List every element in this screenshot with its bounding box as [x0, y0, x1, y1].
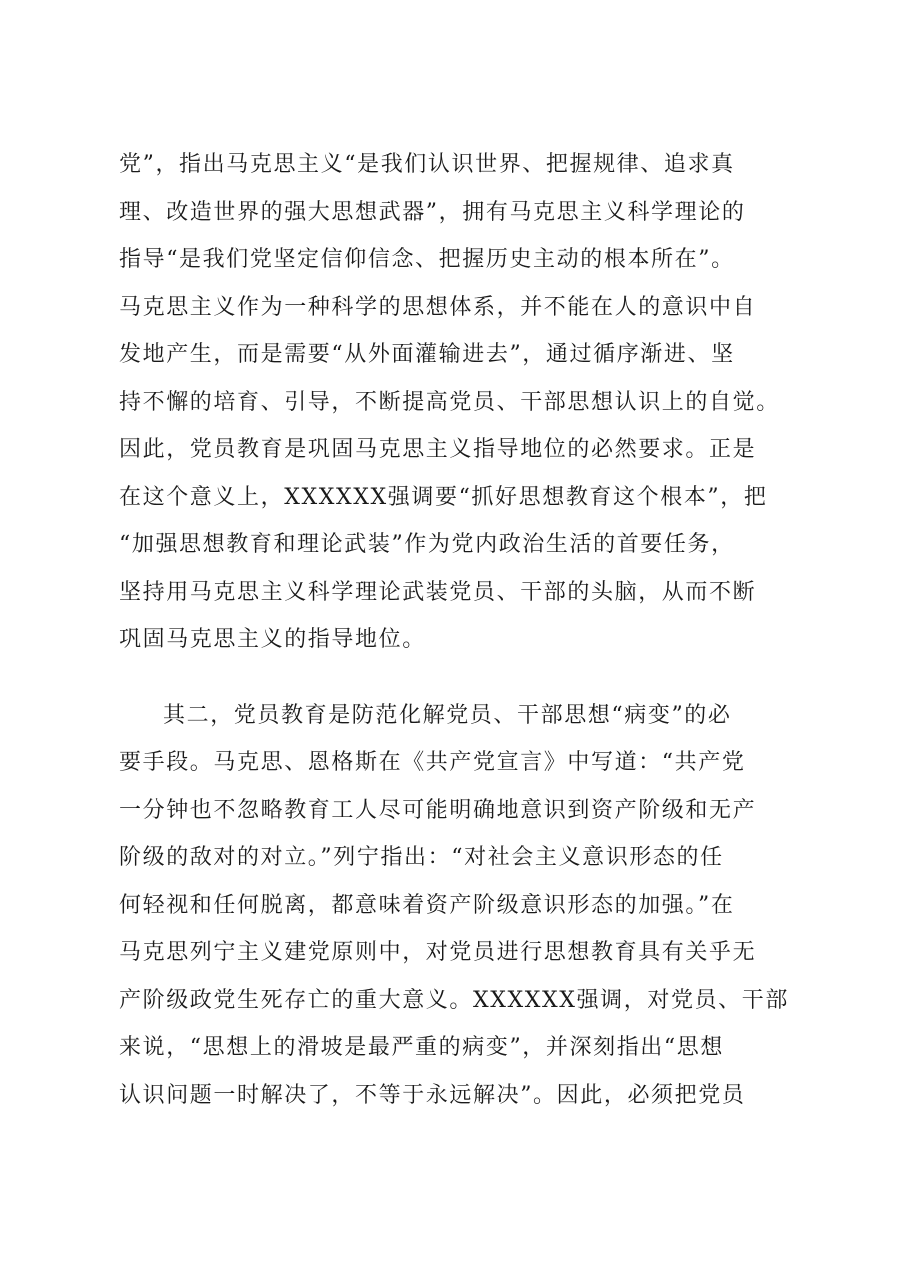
text-line: 认识问题一时解决了，不等于永远解决”。因此，必须把党员 [119, 1083, 746, 1108]
text-line: 马克思列宁主义建党原则中，对党员进行思想教育具有关乎无 [119, 940, 757, 965]
text-line: 产阶级政党生死存亡的重大意义。XXXXXX强调，对党员、干部 [119, 988, 789, 1013]
text-line: 一分钟也不忽略教育工人尽可能明确地意识到资产阶级和无产 [119, 798, 757, 823]
text-line: 马克思主义作为一种科学的思想体系，并不能在人的意识中自 [119, 295, 757, 320]
text-line: 指导“是我们党坚定信仰信念、把握历史主动的根本所在”。 [119, 247, 735, 272]
text-line: 持不懈的培育、引导，不断提高党员、干部思想认识上的自觉。 [119, 390, 780, 415]
text-line: 巩固马克思主义的指导地位。 [119, 627, 426, 652]
text-line: 理、改造世界的强大思想武器”，拥有马克思主义科学理论的 [119, 200, 746, 225]
text-line: 何轻视和任何脱离，都意味着资产阶级意识形态的加强。”在 [119, 893, 735, 918]
text-line: 党”，指出马克思主义“是我们认识世界、把握规律、追求真 [119, 152, 735, 177]
text-line: 要手段。马克思、恩格斯在《共产党宣言》中写道：“共产党 [119, 750, 746, 775]
text-line: 在这个意义上，XXXXXX强调要“抓好思想教育这个根本”，把 [119, 485, 768, 510]
text-line: 来说，“思想上的滑坡是最严重的病变”，并深刻指出“思想 [119, 1035, 724, 1060]
text-line: 发地产生，而是需要“从外面灌输进去”，通过循序渐进、坚 [119, 342, 735, 367]
paragraph-first-line: 其二，党员教育是防范化解党员、干部思想“病变”的必 [163, 703, 732, 728]
text-line: 因此，党员教育是巩固马克思主义指导地位的必然要求。正是 [119, 437, 757, 462]
text-line: 坚持用马克思主义科学理论武装党员、干部的头脑，从而不断 [119, 580, 757, 605]
text-line: 阶级的敌对的对立。”列宁指出：“对社会主义意识形态的任 [119, 845, 724, 870]
text-line: “加强思想教育和理论武装”作为党内政治生活的首要任务， [119, 532, 735, 557]
